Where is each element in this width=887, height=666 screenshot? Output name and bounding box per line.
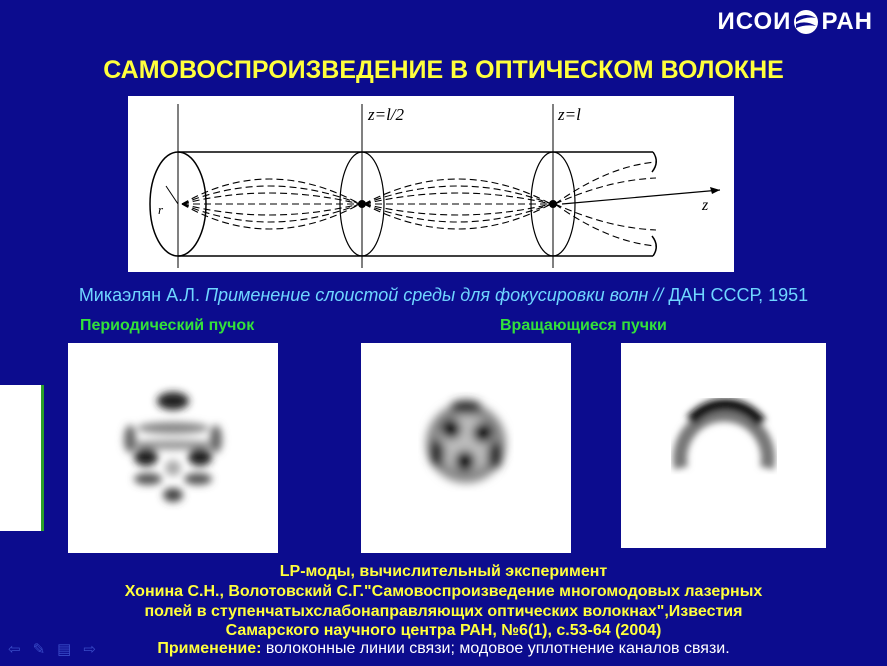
label-full-length: z=l [558,105,581,124]
logo-text-left: ИСОИ [717,8,792,35]
citation-author: Микаэлян А.Л. [78,285,200,305]
back-arrow-icon[interactable]: ⇦ [8,641,21,658]
globe-icon [793,9,819,35]
rotating-beam-pattern-2 [621,343,826,548]
periodic-beam-pattern [68,343,278,553]
citation [0,285,887,306]
application-line [0,640,887,658]
rotating-beam-pattern-1 [361,343,571,553]
application-text: волоконные линии связи; модовое уплотнение каналов связи. [265,640,730,657]
forward-arrow-icon[interactable]: ⇨ [83,641,96,658]
fiber-diagram-drawing [128,96,734,272]
caption-line-2: Хонина С.Н., Волотовский С.Г."Самовоспроизведение многомодовых лазерных [124,583,763,600]
logo [718,8,873,36]
citation-source: ДАН СССР, 1951 [668,285,809,305]
side-panel [0,385,44,531]
label-half-length: z=l/2 [368,105,405,124]
radius-label: r [158,202,164,217]
slide-navigation [8,640,96,658]
caption-line-3: полей в ступенчатыхслабонаправляющих оптических волокнах",Известия [144,603,743,620]
heading-periodic-beam: Периодический пучок [80,317,255,334]
logo-text-right: РАН [821,8,873,35]
heading-rotating-beams: Вращающиеся пучки [500,317,667,334]
pen-icon[interactable]: ✎ [32,641,46,658]
periodic-beam-image [68,343,278,553]
caption-line-1: LP-моды, вычислительный эксперимент [279,563,608,580]
rotating-beam-image-2 [621,343,826,548]
application-label: Применение: [157,640,262,657]
axis-z-label: z [702,197,709,214]
menu-icon[interactable]: ▤ [57,641,72,658]
rotating-beam-image-1 [361,343,571,553]
fiber-diagram [128,96,734,272]
slide-title: САМОВОСПРОИЗВЕДЕНИЕ В ОПТИЧЕСКОМ ВОЛОКНЕ [103,56,784,84]
citation-work: Применение слоистой среды для фокусировки волн // [204,285,664,305]
caption-line-4: Самарского научного центра РАН, №6(1), с.53-64 (2004) [225,622,662,639]
